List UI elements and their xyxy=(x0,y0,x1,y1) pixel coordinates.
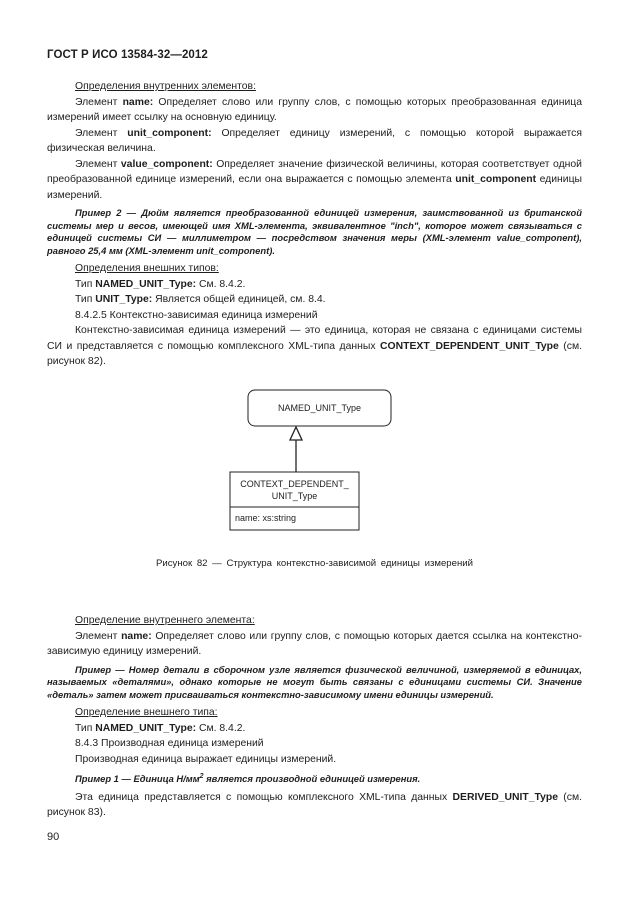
inheritance-arrow-icon xyxy=(290,427,302,440)
unit-component-definition: Элемент unit_component: Определяет единицу измерений, с помощью которой выражается физическая величина. xyxy=(47,127,582,154)
page-number: 90 xyxy=(47,831,60,843)
clause-8-4-2-5: 8.4.2.5 Контекстно-зависимая единица измерений xyxy=(75,309,318,321)
parent-class-name: NAMED_UNIT_Type xyxy=(277,402,362,413)
figure-82-diagram xyxy=(47,380,582,550)
example-1-derived: Пример 1 — Единица $Н/мм^2$ является производной единицей измерения. xyxy=(75,773,421,785)
derived-unit-description: Производная единица выражает единицы измерений. xyxy=(75,753,337,765)
external-type-heading: Определение внешнего типа: xyxy=(75,707,218,718)
figure-82-caption: Рисунок 82 — Структура контекстно-зависимой единицы измерений xyxy=(156,557,473,569)
derived-unit-type-paragraph: Эта единица представляется с помощью комплексного XML-типа данных DERIVED_UNIT_Type (см. рисунок 83). xyxy=(47,791,582,819)
child-class-name-line2: UNIT_Type xyxy=(271,490,318,501)
internal-element-heading: Определение внутреннего элемента: xyxy=(75,615,255,626)
document-header: ГОСТ Р ИСО 13584-32—2012 xyxy=(47,49,208,61)
named-unit-type-ref: Тип NAMED_UNIT_Type: См. 8.4.2. xyxy=(75,278,246,290)
page-content xyxy=(47,79,582,821)
context-dependent-unit-paragraph: Контекстно-зависимая единица измерений — это единица, которая не связана с единицами системы СИ и представляется с помощью комплексного XML-типа данных CONTEXT_DEPENDENT_UNIT_Type (см. рисунок 82). xyxy=(47,325,582,367)
value-component-definition: Элемент value_component: Определяет значение физической величины, которая соответствует одной преобразованной единице измерений, если она выражается с помощью элемента unit_component единицы измерений. xyxy=(47,158,582,201)
context-name-definition: Элемент name: Определяет слово или группу слов, с помощью которых дается ссылка на контекстно-зависимую единицу измерений. xyxy=(47,630,582,657)
example-2: Пример 2 — Дюйм является преобразованной единицей измерения, заимствованной из британской системы мер и весов, имеющей имя XML-элемента, эквивалентное "inch", которое может связываться с единицей системы СИ — миллиметром — посредством значения меры (XML-элемент value_component), равного 25,4 мм (XML-элемент unit_component). xyxy=(47,207,582,256)
named-unit-type-ref-2: Тип NAMED_UNIT_Type: См. 8.4.2. xyxy=(75,722,246,734)
external-types-heading: Определения внешних типов: xyxy=(75,263,219,274)
unit-type-ref: Тип UNIT_Type: Является общей единицей, см. 8.4. xyxy=(75,294,326,305)
child-class-name-line1: CONTEXT_DEPENDENT_ xyxy=(240,478,349,489)
child-class-attribute: name: xs:string xyxy=(235,512,297,523)
name-element-definition: Элемент name: Определяет слово или группу слов, с помощью которых преобразованная единица измерений имеет ссылку на основную единицу. xyxy=(47,96,582,123)
internal-elements-heading: Определения внутренних элементов: xyxy=(75,81,256,92)
clause-8-4-3: 8.4.3 Производная единица измерений xyxy=(75,738,264,749)
example-part-number: Пример — Номер детали в сборочном узле является физической величиной, измеряемой в единицах, называемых «деталями», однако которые не могут быть связаны с единицами системы СИ. Значение «деталь» затем может присваиваться контекстно-зависимому имени единицы измерений. xyxy=(47,663,582,700)
